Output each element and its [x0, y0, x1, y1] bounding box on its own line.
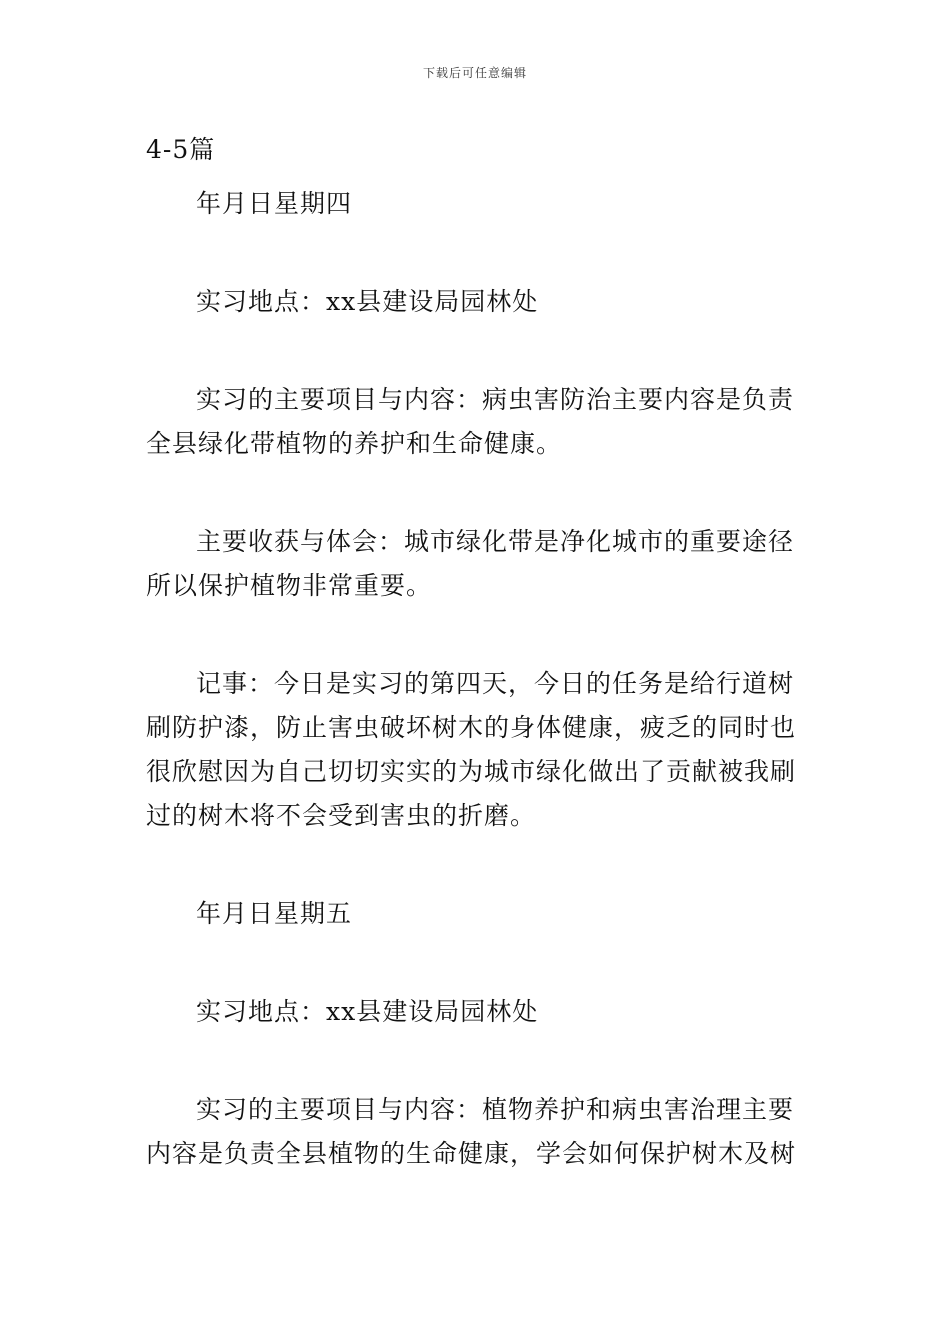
entry-notes: 记事：今日是实习的第四天，今日的任务是给行道树刷防护漆，防止害虫破坏树木的身体健康，疲乏的同时也很欣慰因为自己切切实实的为城市绿化做出了贡献被我刷过的树木将不会受到害虫的折磨。: [146, 669, 797, 830]
spacer: [146, 1034, 806, 1088]
entry-date-line: 年月日星期四: [196, 189, 353, 218]
spacer: [146, 608, 806, 662]
spacer: [146, 466, 806, 520]
entry-harvest: 主要收获与体会：城市绿化带是净化城市的重要途径所以保护植物非常重要。: [146, 527, 795, 600]
document-body: [146, 128, 806, 1176]
entry-project: 实习的主要项目与内容：植物养护和病虫害治理主要内容是负责全县植物的生命健康，学会如何保护树木及树: [146, 1095, 797, 1168]
spacer: [146, 838, 806, 892]
section-label: 4-5篇: [146, 135, 216, 164]
entry-location: 实习地点：xx县建设局园林处: [196, 287, 539, 316]
spacer: [146, 936, 806, 990]
spacer: [146, 172, 806, 182]
entry-date-line: 年月日星期五: [196, 899, 353, 928]
spacer: [146, 324, 806, 378]
page-header-note: 下载后可任意编辑: [422, 66, 527, 80]
spacer: [146, 226, 806, 280]
entry-project: 实习的主要项目与内容：病虫害防治主要内容是负责全县绿化带植物的养护和生命健康。: [146, 385, 795, 458]
entry-location: 实习地点：xx县建设局园林处: [196, 997, 539, 1026]
